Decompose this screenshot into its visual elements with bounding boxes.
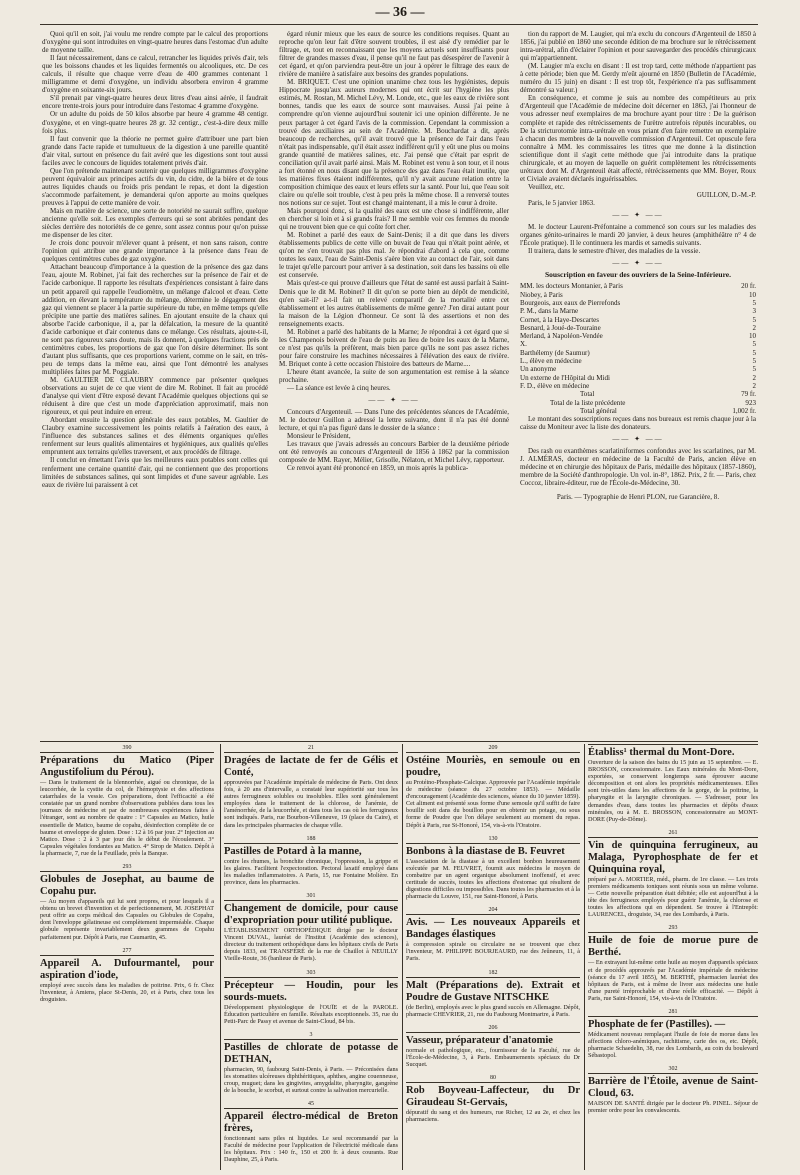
ad-title: Précepteur — Houdin, pour les sourds-muets. [224,979,398,1003]
advertisement [224,1100,398,1163]
grand-total-value: 1,002 fr. [732,406,756,415]
subscription-row [520,382,756,390]
advertisement [588,829,758,919]
ad-number: 281 [588,1008,758,1017]
article-column-2 [279,30,509,738]
ad-body: — Dans le traitement de la blennorrhée, aigué ou chronique, de la leucorrhée, de la cystite du col, de l'hémoptysie et des affections catarrhales de la vessie. Ces préparations, dont l'efficacité a été constatée par un grand nombre d'observations publiées dans tous les journaux de médecine et par de nombreuses expériences faites à l'étranger, sont au nombre de quatre : 1° Capsules au Matico, huile essentielle de Matico, baume de copahu, désinfection complète de ce baume et enveloppe de gluten. Dose : 12 à 16 par jour. 2° Injection au Matico. Dose : 2 à 3 par jour dès le début de l'écoulement. 3° Capsules végétales fondantes au Matico. 4° Sirop de Matico. Dépôt à la pharmacie, 7, rue de la Feuillade, près la Banque. [40,779,214,857]
advertisement [406,906,580,962]
ad-title: Vasseur, préparateur d'anatomie [406,1034,553,1046]
grand-total-label: Total général [580,406,617,415]
subscription-amount: 10 [748,290,756,299]
advertisement [406,1024,580,1068]
subscriber-name: MM. les docteurs Montanier, à Paris [520,282,623,291]
subscription-amount: 5 [752,348,756,357]
ad-title: Avis. — Les nouveaux Appareils et Bandages élastiques [406,917,580,941]
paragraph: Il conclut en émettant l'avis que les meilleures eaux potables sont celles qui renferment une certaine quantité d'air, qui ne contiennent que des proportions limitées de substances salines, qui sont limpides et d'une saveur agréable. Les eaux de rivière lui paraissent à cet [42,456,268,489]
subscription-row [520,282,756,290]
paragraph: M. Robinet a parlé des habitants de la Marne; Je répondrai à cet égard que si les Champenois boivent de l'eau de puits au lieu de boire les eaux de la Marne, ce n'est pas qu'ils la préfèrent, mais bien parce qu'ils ne sont pas assez riches pour faire construire les machines nécessaires à l'élévation des eaux de rivière. M. Briquet conte à cette occasion l'histoire des batteurs de Marne.... [279,327,509,368]
ad-title: Globules de Josephat, au baume de Copahu pur. [40,874,214,898]
subscription-row [520,349,756,357]
paragraph: Des rash ou exanthèmes scarlatiniformes confondus avec les scarlatines, par M. J. ALMÉRAS, docteur en médecine de la Faculté de Paris, ancien élève en médecine et en chirurgie des hôpitaux de Paris, médaille des hôpitaux (1857-1860), membre de la Société d'anthropologie. Un vol. in-8°, 1862. Prix, 2 fr. — Paris, chez Coccoz, libraire-éditeur, rue de l'École-de-Médecine, 30. [520,447,756,488]
ad-number: 390 [40,744,214,753]
paragraph: M. BRIQUET. C'est une opinion unanime chez tous les hygiénistes, depuis Hippocrate jusqu'aux auteurs modernes qui ont écrit sur l'hygiène les plus estimés, M. Rostan, M. Michel Lévy, M. Londe, etc., que les eaux de rivière sont bonnes, tandis que les eaux de source sont mauvaises. Aussi j'ai peine à comprendre qu'on vienne aujourd'hui soutenir ici une opinion différente. Je ne peux partager à cet égard l'avis de la commission. Cependant la commission a trouvé des auxiliaires au sein de l'Académie. M. Bouchardat a dit, après beaucoup de recherches, qu'il avait trouvé que la présence de l'air dans l'eau n'était pas indispensable, qu'il était assez indifférent qu'il y eût une plus ou moins grande quantité de matières salines, etc. J'ai pensé que c'était par esprit de conciliation qu'il avait parlé ainsi. Mais M. Robinet est venu à son tour, et il nous a fort étonné en nous disant que la présence des gaz dans l'eau était inutile, que les matières fixes étaient indifférentes, qu'il n'y avait aucune relation entre la composition chimique des eaux et leurs effets sur la santé. Pour lui, que l'eau soit claire ou qu'elle soit trouble, c'est à peu près la même chose. Il a renversé toutes nos notions sur ce sujet. Tout est changé maintenant, il a mis le cœur à droite. [279,78,509,207]
column-divider [584,744,585,1170]
advertisements-section [40,744,758,1170]
ad-body: MAISON DE SANTÉ dirigée par le docteur Ph. PINEL. Séjour de premier ordre pour les convalescents. [588,1100,758,1115]
advertisement [224,892,398,962]
ad-body: L'ÉTABLISSEMENT ORTHOPÉDIQUE dirigé par le docteur Vincent DUVAL, lauréat de l'Institut (Académie des sciences), directeur du traitement orthopédique dans les hôpitaux civils de Paris depuis 1833, est TRANSFÉRÉ de la rue de Chaillot à NEUILLY Vieille-Route, 36 (banlieue de Paris). [224,927,398,963]
ad-title: Phosphate de fer (Pastilles). — [588,1018,726,1030]
ad-body: Développement physiologique de l'OUÏE et de la PAROLE. Éducation particulière en famille. Résultats exceptionnels. 35, rue du Petit-Parc de Passy et avenue de Saint-Cloud, 84 bis. [224,1003,398,1025]
subscription-row [520,340,756,348]
letter-signature: GUILLON, D.-M.-P. [696,190,756,199]
ad-title: Rob Boyveau-Laffecteur, du Dr Giraudeau St-Gervais, [406,1084,580,1108]
ad-title: Établiss¹ thermal du Mont-Dore. [588,747,735,758]
paragraph: Que l'on prétende maintenant soutenir que quelques milligrammes d'oxygène peuvent équivaloir aux principes actifs du vin, du cidre, de la bière et de tous autres liquides chauds ou froids pris pendant le repas, et dont la digestion s'accommode parfaitement, je demanderai qu'on apporte au moins quelques preuves à l'appui de cette manière de voir. [42,166,268,207]
ad-title: Pastilles de Potard à la manne, [224,845,362,857]
header-rule [40,24,758,25]
paragraph: L'heure étant avancée, la suite de son argumentation est remise à la séance prochaine. [279,367,509,385]
paragraph: Il faut nécessairement, dans ce calcul, retrancher les liquides privés d'air, tels que les boissons chaudes et les liquides fermentés ou alcooliques, etc. De ces calculs, il résulte que chaque verre d'eau de 400 grammes contenant 1 milligramme et demi d'oxygène, un individu absorbera environ 4 gramme d'oxygène en soixante-six jours. [42,54,268,95]
advertisement [40,947,214,1003]
subscriber-name: Besnard, à Joué-de-Touraine [520,323,601,332]
ads-top-rule [40,741,758,742]
subscription-amount: 5 [752,340,756,349]
subscription-amount: 2 [752,323,756,332]
ad-number [588,744,758,745]
subscriber-name: Un anonyme [520,365,557,374]
ad-number: 293 [40,863,214,872]
ads-column-4 [588,744,758,1170]
subscriber-name: Barthélemy (de Saumur) [520,348,590,357]
subscriber-name: X. [520,340,527,349]
subscription-amount: 5 [752,315,756,324]
paragraph: Je crois donc pouvoir m'élever quant à présent, et non sans raison, contre l'opinion qui attribue une grande importance à la présence dans l'eau de quelques centimètres cubes de gaz oxygène. [42,239,268,264]
ad-body: contre les rhumes, la bronchite chronique, l'oppression, la grippe et les glaires. Facilitent l'expectoration. Pectoral laxatif employé dans les maladies inflammatoires. A Paris, 15, rue Fontaine Molière. En province, dans les pharmacies. [224,857,398,886]
subscription-amount: 3 [752,307,756,316]
subscriber-name: P. M., dans la Marne [520,307,579,316]
paragraph: S'il prenait par vingt-quatre heures deux litres d'eau ainsi aérée, il faudrait encore trente-trois jours pour introduire dans l'estomac 4 gramme d'oxygène. [42,94,268,111]
subscription-amount: 20 fr. [741,282,756,291]
ad-title: Préparations du Matico (Piper Angustifolium du Pérou). [40,755,214,778]
article-column-3 [520,30,756,738]
paragraph: Il traitera, dans le semestre d'hiver, des maladies de la vessie. [528,247,701,256]
advertisement [406,744,580,829]
ad-body: approuvées par l'Académie impériale de médecine de Paris. Ont deux fois, à 20 ans d'intervalle, a constaté leur supériorité sur tous les autres ferrugineux solubles ou insolubles. Elles sont généralement employées dans le traitement de la chlorose, de l'anémie, de l'aménorrhée, de la leucorrhée, et dans tous les cas où les ferrugineux sont indiqués. Paris, rue Bourbon-Villeneuve, 19 (place du Caire), et dans les principales pharmacies de chaque ville. [224,779,398,829]
article-column-1 [42,30,268,738]
ad-title: Barrière de l'Étoile, avenue de Saint-Cloud, 63. [588,1076,758,1100]
paragraph: M. GAULTIER DE CLAUBRY commence par présenter quelques observations au sujet de ce que vient de dire M. Robinet. Il fait au procédé d'analyse qui vient d'être exposé devant l'Académie quelques objections qui se réduisent à dire que c'est un mode d'appréciation approximatif, mais non rigoureux, et qui peut induire en erreur. [42,376,268,417]
ad-title: Ostéine Mouriès, en semoule ou en poudre, [406,755,580,778]
section-ornament: —— ✦ —— [612,259,664,268]
page-number: — 36 — [375,5,425,20]
ad-title: Bonbons à la diastase de B. Feuvret [406,845,565,857]
ads-column-2 [224,744,398,1170]
paragraph: Attachant beaucoup d'importance à la question de la présence des gaz dans l'eau, ajoute M. Robinet, j'ai fait des recherches sur la présence de l'air et de l'acide carbonique. Il rapporte les résultats d'expériences consistant à faire dans un petit appareil qui rappelle l'eudiomètre, un mélange d'alcool et d'eau. Cette addition, en élevant la température du mélange, détermine le dégagement des gaz qui viennent se placer à la partie supérieure du tube, en même temps qu'elle précipite une partie des matières salines. En ajoutant ensuite de la chaux qui absorbe l'acide carbonique, il a, par la défalcation, la mesure de la quantité d'acide carbonique et d'air contenus dans ce mélange. Ces résultats, ajoute-t-il, ne sont pas rigoureux sans doute, mais ils donnent, à quelques fractions près de centimètres cubes, les proportions de gaz que l'on désire déterminer. Ils sont d'autant plus suffisants, que ces proportions varient, comme on le sait, en très-peu de temps dans la même eau, ainsi que l'ont démontré les analyses multipliées faites par M. Poggiale. [42,263,268,376]
ad-title: Pastilles de chlorate de potasse de DETHAN, [224,1041,398,1065]
advertisement [406,969,580,1018]
ad-number: 293 [588,924,758,933]
ads-column-3 [406,744,580,1170]
paragraph: — La séance est levée à cinq heures. [287,384,391,393]
subscription-row [520,291,756,299]
advertisement [40,744,214,857]
total-value: 79 fr. [741,390,756,399]
previous-value: 923 [745,398,756,407]
ad-number: 3 [224,1031,398,1040]
paragraph: M. le docteur Laurent-Préfontaine a commencé son cours sur les maladies des organes génito-urinaires le mardi 20 janvier, à deux heures (amphithéâtre n° 4 de l'École pratique). Il le continuera les mardis et samedis suivants. [520,223,756,248]
ad-body: fonctionnant sans piles ni liquides. Le seul recommandé par la Faculté de médecine pour l'application de l'électricité médicale dans les hôpitaux. Prix : 140 fr., 150 et 200 fr. à deux courants. Rue Dauphine, 25, à Paris. [224,1135,398,1164]
advertisement [588,744,758,823]
ad-number: 182 [406,969,580,978]
paragraph: M. Robinet a parlé des eaux de Saint-Denis; il a dit que dans les divers établissements publics de cette ville on buvait de l'eau qui n'était point aérée, et qu'on ne s'en trouvait pas plus mal. Je répondrai d'abord à cela que, comme toutes les eaux, l'eau de Saint-Denis s'aère bien vite au contact de l'air, soit dans le trajet qu'elle parcourt pour arriver à sa destination, soit dans les bassins où elle est conservée. [279,231,509,280]
ad-number: 209 [406,744,580,753]
subscription-amount: 5 [752,357,756,366]
ad-body: préparé par A. MORTIER, méd., pharm. de 1re classe. — Les trois premiers médicaments toniques sont réunis sous un même volume. — Cette nouvelle préparation était débitée; elle est aujourd'hui à la tête des ferrugineux employés pour guérir l'anémie, la chlorose et toutes les affections qui en dépendent. Se trouve à l'Entrepôt: LAURENCEL, droguiste, 34, rue des Lombards, à Paris. [588,875,758,919]
paragraph: Les travaux que j'avais adressés au concours Barbier de la deuxième période ont été renvoyés au concours d'Argenteuil de 1856 à 1862 par la commission composée de MM. Rayer, Mélier, Grisolle, Nélaton, et Michel Lévy, rapporteur. [279,440,509,465]
subscription-amount: 10 [748,332,756,341]
subscription-totals [520,390,756,415]
ad-number: 206 [406,1024,580,1033]
letter-date: Paris, le 5 janvier 1863. [528,198,595,207]
printer-line: Paris. — Typographie de Henri PLON, rue Garancière, 8. [556,493,720,502]
ad-title: Appareil A. Dufourmantel, pour aspiration d'iode, [40,957,214,981]
ad-title: Malt (Préparations de). Extrait et Poudre de Gustave NITSCHKE [406,979,580,1003]
paragraph: Concours d'Argenteuil. — Dans l'une des précédentes séances de l'Académie, M. le docteur Guillon a adressé la lettre suivante, dont il n'a pas été donné lecture, et qui n'a pas figuré dans le dossier de la séance : [279,408,509,433]
paragraph: Veuillez, etc. [528,182,565,191]
subscriber-name: Merland, à Napoléon-Vendée [520,332,603,341]
paragraph: Il faut convenir que la théorie ne permet guère d'attribuer une part bien grande dans l'acte rapide et tumultueux de la digestion à une pareille quantité d'air vital, surtout en présence du fait avéré que les digestions sont tout aussi faciles avec le concours de liquides totalement privés d'air. [42,134,268,167]
column-divider [402,744,403,1170]
paragraph: Quoi qu'il en soit, j'ai voulu me rendre compte par le calcul des proportions d'oxygène qui sont introduites en vingt-quatre heures dans l'estomac d'un adulte de moyenne taille. [42,30,268,55]
advertisement [224,1031,398,1094]
subscription-note: Le montant des souscriptions reçues dans nos bureaux est remis chaque jour à la caisse du Moniteur avec la liste des donateurs. [520,415,756,432]
ad-number: 204 [406,906,580,915]
subscription-row [520,357,756,365]
advertisement [224,835,398,886]
paragraph: En conséquence, et comme je suis au nombre des compétiteurs au prix d'Argenteuil que l'Académie de médecine doit décerner en 1863, j'ai l'honneur de vous adresser neuf exemplaires de ma brochure ayant pour titre : De la guérison complète et rapide des rétrécissements de l'urètre autrefois réputés incurables, ou De la stricturotomie intra-urétrale en vous priant d'en faire remettre un exemplaire à chacun des membres de la nouvelle commission d'Argenteuil. Cet opuscule fera connaître à MM. les commissaires les titres que me donne à la distinction scientifique dont il s'agit cette méthode que j'ai introduite dans la pratique chirurgicale, et au moyen de laquelle on guérit complètement les rétrécissements urétraux dont M. d'Argenteuil était affecté, rétrécissements que MM. Boyer, Roux et Civiale avaient déclarés inguérissables. [520,94,756,183]
ad-number: 301 [224,892,398,901]
subscription-row [520,324,756,332]
paragraph: Ce renvoi ayant été prononcé en 1859, un mois après la publica- [287,464,469,473]
advertisement [588,924,758,1002]
ad-number: 188 [224,835,398,844]
section-ornament: —— ✦ —— [612,211,664,220]
advertisement [588,1008,758,1059]
paragraph: Abordant ensuite la question générale des eaux potables, M. Gaultier de Claubry examine successivement les points relatifs à l'aération des eaux, à l'influence des substances salines et des éléments organiques qu'elles renferment sur leurs qualités alimentaires et hygiéniques, aux qualités qu'elles empruntent aux terrains qu'elles traversent, et aux procédés de filtrage. [42,416,268,457]
subscription-amount: 2 [752,373,756,382]
subscriber-name: Niobey, à Paris [520,290,563,299]
ad-body: Ouverture de la saison des bains du 15 juin au 15 septembre. — E. BROSSON, concessionnaire. Les Eaux minérales du Mont-Dore, exportées, se conservent longtemps sans éprouver aucune décomposition et ont alors les propriétés médicamenteuses. Elles sont très-utiles dans les affections de la gorge, de la poitrine, la pharyngite et la laryngite chroniques. — S'adresser, pour les demandes d'eau, dans toutes les pharmacies et dépôts d'eaux minérales, ou à M. E. BROSSON, concessionnaire au MONT-DORE (Puy-de-Dôme). [588,759,758,823]
ad-body: (de Berlin), employés avec le plus grand succès en Allemagne. Dépôt, pharmacie CHEVRIER, 21, rue du Faubourg Montmartre, à Paris. [406,1003,580,1018]
ad-number: 302 [588,1065,758,1074]
ad-title: Dragées de lactate de fer de Gélis et Conté, [224,755,398,778]
subscriber-name: Un externe de l'Hôpital du Midi [520,373,610,382]
subscription-amount: 5 [752,298,756,307]
paragraph: Mais pourquoi donc, si la qualité des eaux est une chose si indifférente, aller en chercher si loin et à si grands frais? Il me semble voir ces femmes du monde qui ne trouvent bien que ce qui coûte fort cher. [279,207,509,232]
column-divider [220,744,221,1170]
ad-body: — En extrayant lui-même cette huile au moyen d'appareils spéciaux et de procédés approuvés par l'Académie impériale de médecine (séance du 17 avril 1855), M. BERTHÉ, pharmacien lauréat des hôpitaux de Paris, est à même de livrer aux médecins une huile d'une pureté irréprochable et d'une réelle efficacité. — Dépôt à Paris, rue Saint-Honoré, 154, vis-à-vis de l'Oratoire. [588,959,758,1002]
ad-title: Vin de quinquina ferrugineux, au Malaga, Pyrophosphate de fer et Quinquina royal, [588,839,758,875]
section-ornament: —— ✦ —— [368,396,420,405]
advertisement [224,969,398,1025]
section-ornament: —— ✦ —— [612,435,664,444]
ad-body: au Protéino-Phosphate-Calcique. Approuvée par l'Académie impériale de médecine (séance du 27 octobre 1853). — Médaille d'encouragement (Académie des sciences, séance du 10 janvier 1859). Cet aliment est présenté sous forme d'une semoule qu'il suffit de faire bouillir soit dans du bouillon pour en obtenir un potage, ou sous forme de Poudre que l'on délaye seulement au moment du repas. Dépôt à Paris, rue St-Honoré, 154, vis-à-vis l'Oratoire. [406,779,580,829]
ad-body: dépuratif du sang et des humeurs, rue Richer, 12 au 2e, et chez les pharmaciens. [406,1108,580,1124]
paragraph: Mais en matière de science, une sorte de notoriété ne saurait suffire, quelque ancienne qu'elle soit. Les exemples d'erreurs qui se sont abritées pendant des siècles derrière des notoriétés de ce genre, sont assez connus pour qu'on puisse me dispenser de les citer. [42,207,268,240]
subscriber-name: Bourgeois, aux eaux de Pierrefonds [520,298,621,307]
ad-number: 45 [224,1100,398,1109]
previous-label: Total de la liste précédente [550,398,626,407]
ads-column-1 [40,744,214,1170]
total-label: Total [580,390,595,399]
advertisement [40,863,214,941]
ad-body: — Au moyen d'appareils qui lui sont propres, et pour lesquels il a obtenu un brevet d'invention et de perfectionnement, M. JOSEPHAT peut offrir au corps médical des Capsules ou Globules de Copahu, dont l'enveloppe gélatineuse est complètement imperméable. Chaque globule représente invariablement deux grammes de Copahu parfaitement pur. Dépôt à Paris, rue Caumartin, 45. [40,898,214,941]
subscription-list [520,282,756,390]
ad-number: 261 [588,829,758,838]
ad-number: 303 [224,969,398,978]
ad-title: Appareil électro-médical de Breton frères, [224,1111,398,1135]
ad-title: Changement de domicile, pour cause d'expropriation pour utilité publique. [224,903,398,927]
subscription-amount: 2 [752,381,756,390]
ad-body: pharmacien, 90, faubourg Saint-Denis, à Paris. — Préconisées dans les stomatites ulcéreuses diphthéritiques, aphthes, angine couenneuse, croup, muguet; dans les gingivites, amygdalite, pharyngite, gangrène de la bouche, le scorbut, et surtout contre la salivation mercurielle. [224,1065,398,1095]
advertisement [406,835,580,901]
paragraph: Or un adulte du poids de 50 kilos absorbe par heure 4 gramme 48 centigr. d'oxygène, et en vingt-quatre heures 28 gr. 32 centigr., c'est-à-dire deux mille fois plus. [42,110,268,135]
ad-number: 21 [224,744,398,753]
ad-number: 80 [406,1074,580,1083]
subscriber-name: F. D., élève en médecine [520,381,590,390]
ad-body: normale et pathologique, etc., fournisseur de la Faculté, rue de l'École-de-Médecine, 3, à Paris. Embaumements spéciaux du Dr Sucquet. [406,1046,580,1068]
paragraph: égard réunir mieux que les eaux de source les conditions requises. Quant au reproche qu'on leur fait d'être souvent troubles, il est aisé d'y remédier par le filtrage, et, tout en reconnaissant que les moyens actuels sont insuffisants pour filtrer de grandes masses d'eau, il pense qu'il ne faut pas désespérer de l'avenir à cet égard, et qu'on parviendra peut-être un jour à opérer le filtrage des eaux de rivière de manière à satisfaire aux besoins des grandes populations. [279,30,509,79]
subscription-row [520,374,756,382]
paragraph: tion du rapport de M. Laugier, qui m'a exclu du concours d'Argenteuil de 1850 à 1856, j'ai publié en 1860 une seconde édition de ma brochure sur le rétrécissement intra-urétral, afin d'éclairer l'opinion et pour sauvegarder des procédés chirurgicaux qui m'appartiennent. [520,30,756,63]
subscription-row [520,332,756,340]
ad-title: Huile de foie de morue pure de Berthé. [588,935,758,959]
ad-body: employé avec succès dans les maladies de poitrine. Prix, 6 fr. Chez l'inventeur, à Amiens, place St-Denis, 20, et à Paris, chez tous les droguistes. [40,981,214,1003]
paragraph: Monsieur le Président, [287,432,351,441]
subscription-row [520,299,756,307]
ad-body: à compression spirale ou circulaire ne se trouvent que chez l'inventeur, M. PHILIPPE BOURJEAURD, rue des Jeûneurs, 11, à Paris. [406,941,580,963]
paragraph: (M. Laugier m'a exclu en disant : Il est trop tard, cette méthode n'appartient pas à cette période; bien que M. Gerdy m'eût ajourné en 1850 (Bulletin de l'Académie, numéro du 15 juin) en disant : Il est trop tôt, l'expérience n'a pas suffisamment démontré sa valeur.) [520,62,756,95]
ad-number: 130 [406,835,580,844]
subscription-row [520,316,756,324]
subscription-amount: 5 [752,365,756,374]
advertisement [406,1074,580,1123]
advertisement [224,744,398,829]
subscriber-name: L., élève en médecine [520,357,582,366]
subscriber-name: Cornet, à la Haye-Descartes [520,315,600,324]
ad-number: 277 [40,947,214,956]
ad-body: Médicament nouveau remplaçant l'huile de foie de morue dans les affections chloro-anémiques, rachitisme, carie des os, etc. Dépôt, pharmacie Schaedelin, 38, rue des Lombards, au coin du boulevard Sébastopol. [588,1030,758,1060]
subscription-row [520,307,756,315]
advertisement [588,1065,758,1114]
subscription-title: Souscription en faveur des ouvriers de la Seine-Inférieure. [545,270,731,280]
paragraph: Mais qu'est-ce qui prouve d'ailleurs que l'état de santé est aussi parfait à Saint-Denis que le dit M. Robinet? Il dit qu'on se porte bien au dépôt de mendicité, qu'en sait-il? a-t-il fait un relevé comparatif de la mortalité entre cet établissement et les autres établissements de même genre? J'en dirai autant pour la maison de la Légion d'honneur. Ce sont là des assertions et non des renseignements exacts. [279,279,509,328]
subscription-row [520,365,756,373]
ad-body: L'association de la diastase à un excellent bonbon heureusement exécutée par M. FEUVRET, fournit aux médecins le moyen de combattre par un agent organique absolument inoffensif, et avec certitude de succès, toutes les affections d'estomac qui résultent de digestions difficiles ou impossibles. Dans toutes les pharmacies et à la pharmacie du Louvre, 151, rue Saint-Honoré, à Paris. [406,857,580,901]
